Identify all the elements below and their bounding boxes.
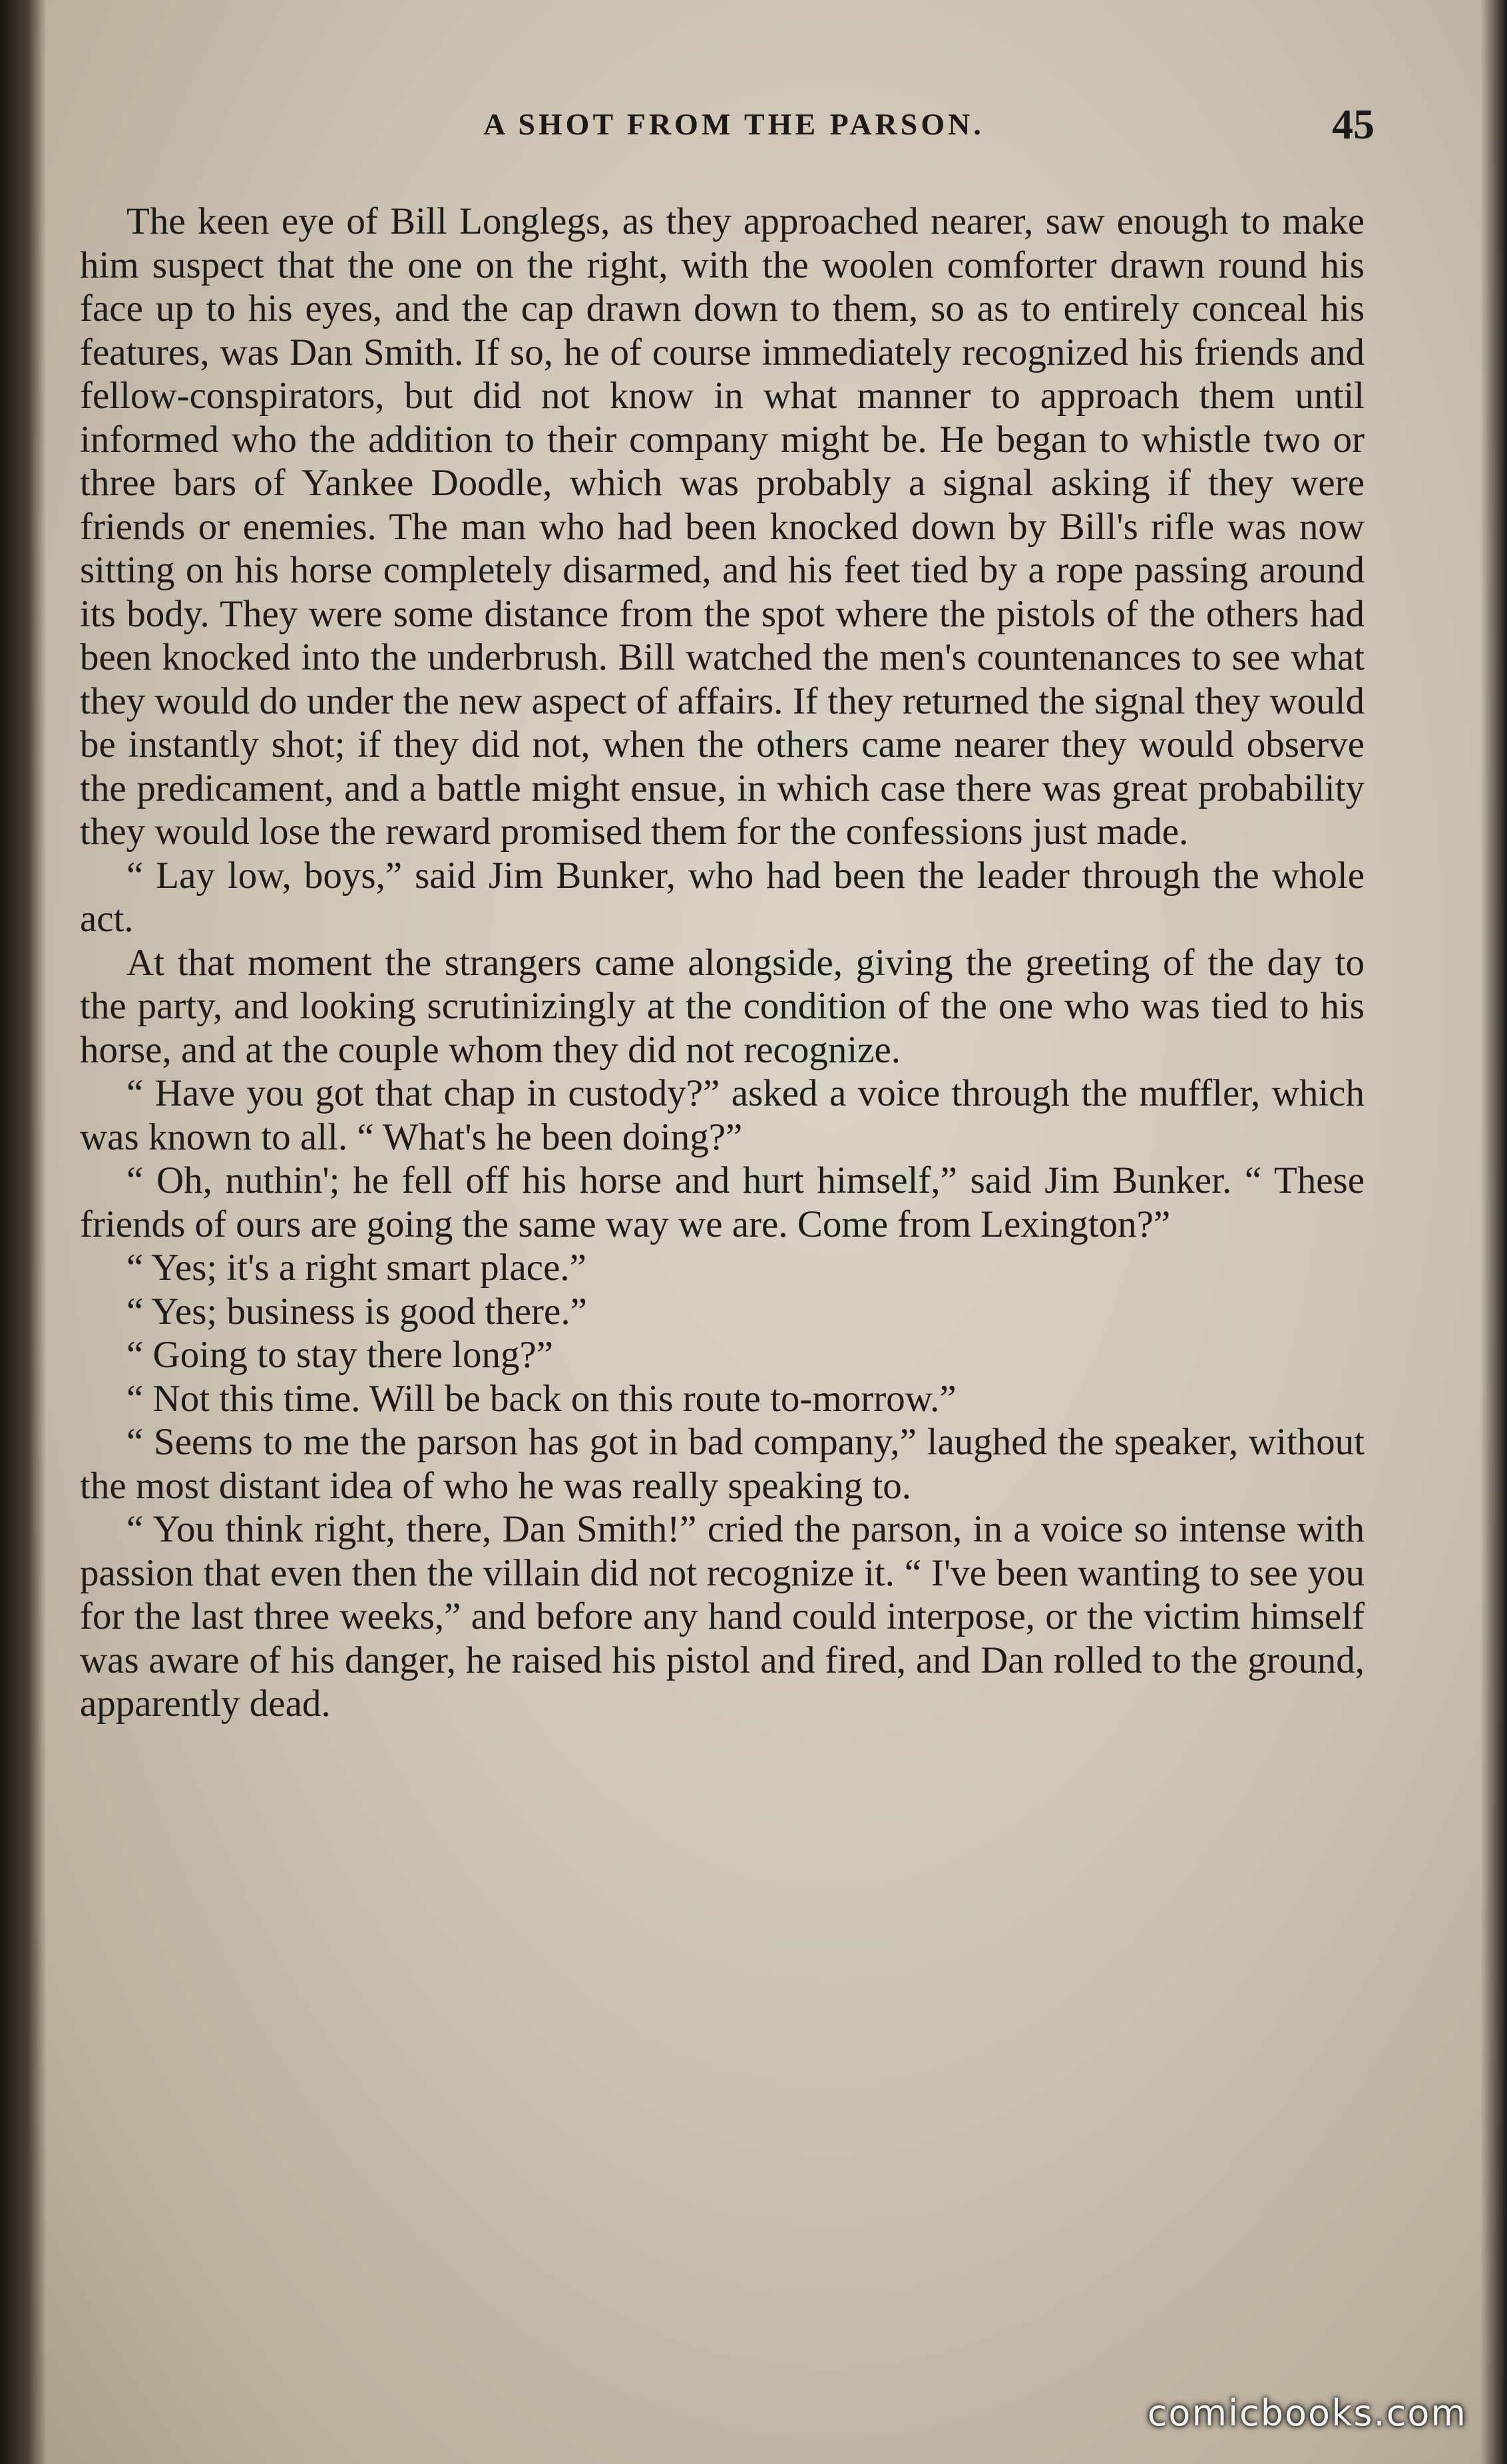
body-text bbox=[80, 200, 1365, 1726]
page-number: 45 bbox=[1332, 101, 1375, 148]
paragraph: “ Yes; it's a right smart place.” bbox=[126, 1247, 586, 1289]
paragraph: The keen eye of Bill Longlegs, as they approached nearer, saw enough to make him suspect that the one on the right, with the woolen comforter drawn round his face up to his eyes, and the cap drawn down to them, so as to entirely conceal his features, was Dan Smith. If so, he of course immediately recognized his friends and fellow-conspirators, but did not know in what manner to approach them until informed who the addition to their company might be. He began to whistle two or three bars of Yankee Doodle, which was probably a signal asking if they were friends or enemies. The man who had been knocked down by Bill's rifle was now sitting on his horse completely disarmed, and his feet tied by a rope passing around its body. They were some distance from the spot where the pistols of the others had been knocked into the underbrush. Bill watched the men's countenances to see what they would do under the new aspect of affairs. If they returned the signal they would be instantly shot; if they did not, when the others came nearer they would observe the predicament, and a battle might ensue, in which case there was great probability they would lose the reward promised them for the confessions just made. bbox=[80, 200, 1365, 853]
paragraph: “ Oh, nuthin'; he fell off his horse and hurt himself,” said Jim Bunker. “ These friends of ours are going the same way we are. Come from Lexington?” bbox=[80, 1159, 1365, 1245]
paragraph: “ You think right, there, Dan Smith!” cried the parson, in a voice so intense with passion that even then the villain did not recognize it. “ I've been wanting to see you for the last three weeks,” and before any hand could interpose, or the victim himself was aware of his danger, he raised his pistol and fired, and Dan rolled to the ground, apparently dead. bbox=[80, 1508, 1365, 1725]
paragraph: “ Seems to me the parson has got in bad company,” laughed the speaker, without the most distant idea of who he was really speaking to. bbox=[80, 1421, 1365, 1507]
paragraph: “ Yes; business is good there.” bbox=[126, 1290, 587, 1333]
paragraph: “ Going to stay there long?” bbox=[126, 1334, 554, 1376]
paragraph: At that moment the strangers came alongside, giving the greeting of the day to the party, and looking scrutinizingly at the condition of the one who was tied to his horse, and at the couple whom they did not recognize. bbox=[80, 941, 1365, 1071]
paragraph: “ Lay low, boys,” said Jim Bunker, who had been the leader through the whole act. bbox=[80, 854, 1365, 940]
paragraph: “ Have you got that chap in custody?” asked a voice through the muffler, which was known to all. “ What's he been doing?” bbox=[80, 1072, 1365, 1158]
running-head: A SHOT FROM THE PARSON. bbox=[483, 107, 984, 141]
page-header bbox=[93, 100, 1375, 153]
page-edge-shadow bbox=[1480, 0, 1507, 2464]
watermark: comicbooks.com bbox=[1147, 2392, 1467, 2434]
paragraph: “ Not this time. Will be back on this route to-morrow.” bbox=[126, 1377, 957, 1420]
page-gutter-shadow bbox=[0, 0, 47, 2464]
